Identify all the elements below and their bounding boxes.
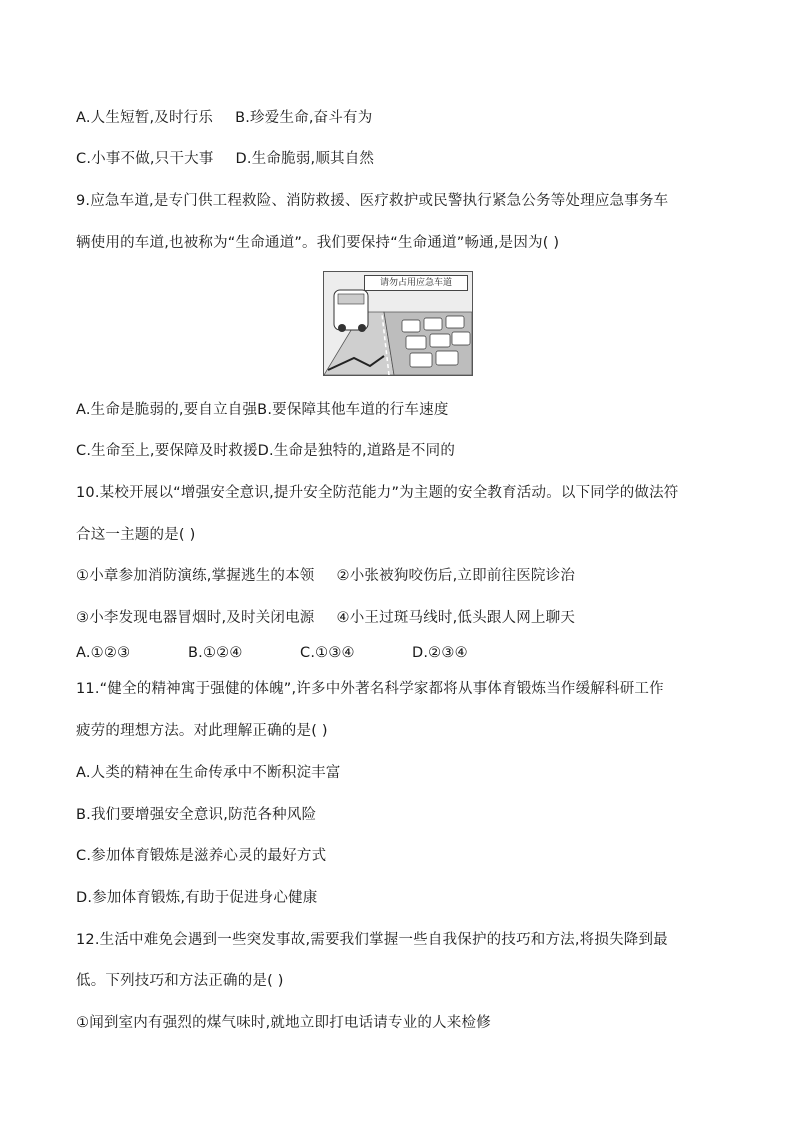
q9-options-line1: A.生命是脆弱的,要自立自强B.要保障其他车道的行车速度	[76, 402, 449, 418]
q8-option-b: B.珍爱生命,奋斗有为	[235, 110, 373, 126]
q10-stem-line2: 合这一主题的是( )	[76, 527, 196, 543]
q10-items-line1	[76, 566, 575, 586]
figure-banner-text: 请勿占用应急车道	[364, 275, 468, 291]
q11-option-a: A.人类的精神在生命传承中不断积淀丰富	[76, 765, 341, 781]
q12-stem-line1: 12.生活中难免会遇到一些突发事故,需要我们掌握一些自我保护的技巧和方法,将损失降到最	[76, 932, 668, 948]
q11-option-c: C.参加体育锻炼是滋养心灵的最好方式	[76, 848, 327, 864]
q8-options-line2	[76, 149, 374, 169]
q11-stem-line2: 疲劳的理想方法。对此理解正确的是( )	[76, 723, 328, 739]
emergency-lane-cartoon	[323, 271, 473, 376]
q10-item-4: ④小王过斑马线时,低头跟人网上聊天	[336, 610, 576, 626]
q10-item-3: ③小李发现电器冒烟时,及时关闭电源	[76, 610, 315, 626]
q11-option-d: D.参加体育锻炼,有助于促进身心健康	[76, 890, 318, 906]
q10-stem-line1: 10.某校开展以“增强安全意识,提升安全防范能力”为主题的安全教育活动。以下同学的做法符	[76, 485, 679, 501]
q10-items-line2	[76, 608, 575, 628]
q10-option-b: B.①②④	[188, 645, 243, 661]
q12-item-1: ①闻到室内有强烈的煤气味时,就地立即打电话请专业的人来检修	[76, 1015, 491, 1031]
q12-stem-line2: 低。下列技巧和方法正确的是( )	[76, 973, 284, 989]
q10-option-a: A.①②③	[76, 645, 131, 661]
q8-option-d: D.生命脆弱,顺其自然	[235, 151, 375, 167]
q10-option-c: C.①③④	[300, 645, 355, 661]
q11-stem-line1: 11.“健全的精神寓于强健的体魄”,许多中外著名科学家都将从事体育锻炼当作缓解科研工作	[76, 681, 664, 697]
q10-item-1: ①小章参加消防演练,掌握逃生的本领	[76, 568, 315, 584]
q10-option-d: D.②③④	[412, 645, 468, 661]
q8-options-line1	[76, 108, 372, 128]
q10-options	[76, 643, 524, 663]
q10-item-2: ②小张被狗咬伤后,立即前往医院诊治	[336, 568, 576, 584]
q9-stem-line2: 辆使用的车道,也被称为“生命通道”。我们要保持“生命通道”畅通,是因为( )	[76, 235, 560, 251]
q8-option-c: C.小事不做,只干大事	[76, 151, 214, 167]
q9-options-line2: C.生命至上,要保障及时救援D.生命是独特的,道路是不同的	[76, 443, 456, 459]
q8-option-a: A.人生短暂,及时行乐	[76, 110, 214, 126]
q9-stem-line1: 9.应急车道,是专门供工程救险、消防救援、医疗救护或民警执行紧急公务等处理应急事务车	[76, 193, 669, 209]
q11-option-b: B.我们要增强安全意识,防范各种风险	[76, 807, 317, 823]
